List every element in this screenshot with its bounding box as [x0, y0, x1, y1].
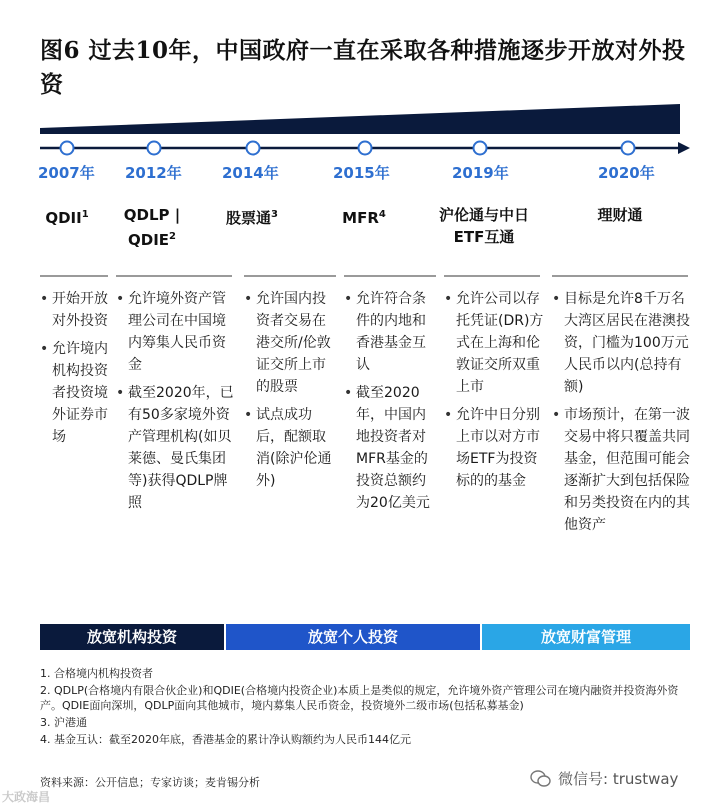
wechat-icon: [530, 770, 552, 788]
column-heading: [414, 204, 554, 248]
column-bullets: [244, 288, 336, 498]
heading-text: QDLP |: [123, 206, 181, 224]
timeline-dot: [359, 142, 372, 155]
footnote: 2. QDLP(合格境内有限合伙企业)和QDIE(合格境内投资企业)本质上是类似的规定，允许境外资产管理公司在境内融资并投资海外资产。QDIE面向深圳，QDLP面向其他城市，境内募集人民币资金，投资境外二级市场(包括私募基金): [40, 684, 679, 712]
band-label: 放宽财富管理: [540, 628, 631, 646]
column-bullets: [344, 288, 436, 520]
timeline-year: 2015年: [333, 164, 390, 182]
bullet-item: • 截至2020年，中国内地投资者对MFR基金的投资总额约为20亿美元: [344, 382, 436, 514]
wechat-watermark: [530, 768, 678, 789]
heading-text-line2: ETF互通: [453, 228, 515, 246]
footnote: 1. 合格境内机构投资者: [40, 667, 153, 680]
timeline-year: 2007年: [38, 164, 95, 182]
timeline-wedge: [40, 104, 680, 134]
timeline-dot: [148, 142, 161, 155]
column-heading: [550, 204, 690, 226]
column-heading: [294, 204, 434, 229]
timeline-dot: [622, 142, 635, 155]
band-label: 放宽个人投资: [307, 628, 398, 646]
column-divider: [244, 275, 336, 277]
bullet-item: • 截至2020年，已有50多家境外资产管理机构(如贝莱德、曼氏集团等)获得QDLP牌照: [116, 382, 234, 514]
band-wealth-management: [482, 624, 690, 650]
wechat-id: 微信号: trustway: [558, 770, 679, 788]
heading-text: MFR: [342, 209, 379, 227]
bullet-item: • 允许符合条件的内地和香港基金互认: [344, 288, 436, 376]
corner-watermark: 大政海昌: [2, 790, 51, 804]
bullet-item: • 允许国内投资者交易在港交所/伦敦证交所上市的股票: [244, 288, 336, 398]
footnote-marker: 1: [81, 209, 89, 220]
timeline-year: 2020年: [598, 164, 655, 182]
column-bullets: [552, 288, 690, 542]
footnote-marker: 3: [271, 209, 278, 220]
column-divider: [444, 275, 540, 277]
heading-text: 股票通: [226, 209, 272, 227]
timeline-year: 2019年: [452, 164, 509, 182]
column-divider: [344, 275, 436, 277]
source-note: 资料来源：公开信息；专家访谈；麦肯锡分析: [40, 776, 260, 789]
timeline-dot: [474, 142, 487, 155]
bullet-item: • 允许公司以存托凭证(DR)方式在上海和伦敦证交所双重上市: [444, 288, 544, 398]
bullet-item: • 市场预计，在第一波交易中将只覆盖共同基金，但范围可能会逐渐扩大到包括保险和另类投资在内的其他资产: [552, 404, 690, 536]
column-divider: [552, 275, 688, 277]
timeline-year: 2012年: [125, 164, 182, 182]
column-bullets: [116, 288, 234, 520]
footnotes: [40, 666, 690, 749]
figure-title: 图6 过去10年，中国政府一直在采取各种措施逐步开放对外投资: [40, 37, 686, 98]
footnote-marker: 4: [378, 209, 386, 220]
bullet-item: • 开始开放对外投资: [40, 288, 112, 332]
bullet-item: • 允许境外资产管理公司在中国境内筹集人民币资金: [116, 288, 234, 376]
heading-text: 理财通: [597, 206, 643, 224]
band-label: 放宽机构投资: [86, 628, 177, 646]
heading-text-line2: QDIE: [128, 231, 170, 249]
column-bullets: [444, 288, 544, 498]
heading-text: 沪伦通与中日: [438, 206, 529, 224]
footnote: 3. 沪港通: [40, 716, 87, 729]
bullet-item: • 允许中日分别上市以对方市场ETF为投资标的的基金: [444, 404, 544, 492]
bullet-item: • 试点成功后，配额取消(除沪伦通外): [244, 404, 336, 492]
timeline-dot: [61, 142, 74, 155]
timeline-arrowhead: [678, 142, 690, 154]
timeline-dot: [247, 142, 260, 155]
column-divider: [40, 275, 108, 277]
band-individual: [226, 624, 480, 650]
band-institutional: [40, 624, 224, 650]
heading-text: QDII: [45, 209, 82, 227]
bullet-item: • 允许境内机构投资者投资境外证券市场: [40, 338, 112, 448]
bullet-item: • 目标是允许8千万名大湾区居民在港澳投资，门槛为100万元人民币以内(总持有额): [552, 288, 690, 398]
footnote-marker: 2: [169, 231, 176, 242]
timeline-year: 2014年: [222, 164, 279, 182]
column-divider: [116, 275, 232, 277]
column-bullets: [40, 288, 112, 454]
footnote: 4. 基金互认：截至2020年底，香港基金的累计净认购额约为人民币144亿元: [40, 733, 411, 746]
